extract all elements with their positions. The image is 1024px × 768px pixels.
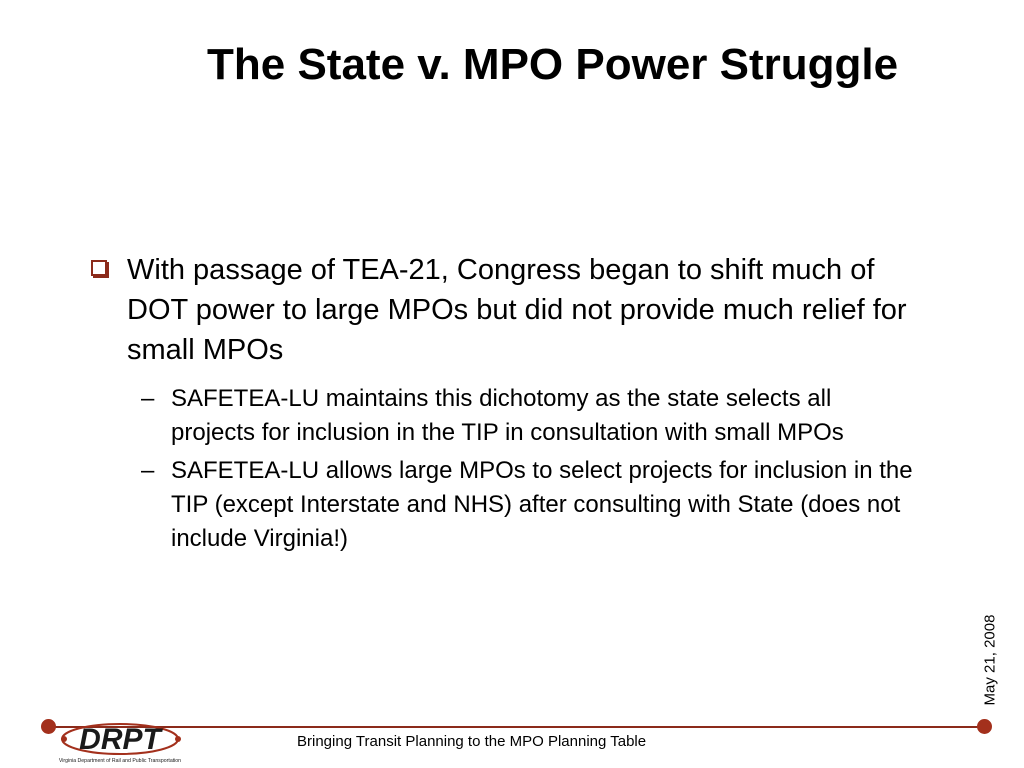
slide-title: The State v. MPO Power Struggle [207, 40, 899, 89]
sub-bullet-text: SAFETEA-LU maintains this dichotomy as the state selects all projects for inclusion in the TIP in consultation with small MPOs [171, 385, 844, 446]
footer-dot-right [977, 719, 992, 734]
dash-marker: – [141, 457, 155, 484]
drpt-logo [58, 718, 198, 764]
bullet-text: With passage of TEA-21, Congress began to shift much of DOT power to large MPOs but did not provide much relief for small MPOs [127, 254, 907, 366]
sub-bullet-text: SAFETEA-LU allows large MPOs to select projects for inclusion in the TIP (except Interstate and NHS) after consulting with State (does not include Virginia!) [171, 457, 913, 552]
sub-bullet-item [90, 454, 920, 556]
slide-date: May 21, 2008 [981, 614, 999, 706]
footer-caption: Bringing Transit Planning to the MPO Planning Table [297, 733, 647, 750]
bullet-list [90, 250, 920, 560]
sub-bullet-item [90, 382, 920, 450]
dash-marker: – [141, 385, 155, 412]
logo-wordmark: DRPT [79, 723, 161, 756]
sub-bullet-list [90, 382, 920, 556]
bullet-item [90, 250, 920, 370]
logo-subtext: Virginia Department of Rail and Public Transportation [58, 758, 182, 764]
hollow-square-bullet-icon [91, 260, 107, 276]
footer-dot-left [41, 719, 56, 734]
